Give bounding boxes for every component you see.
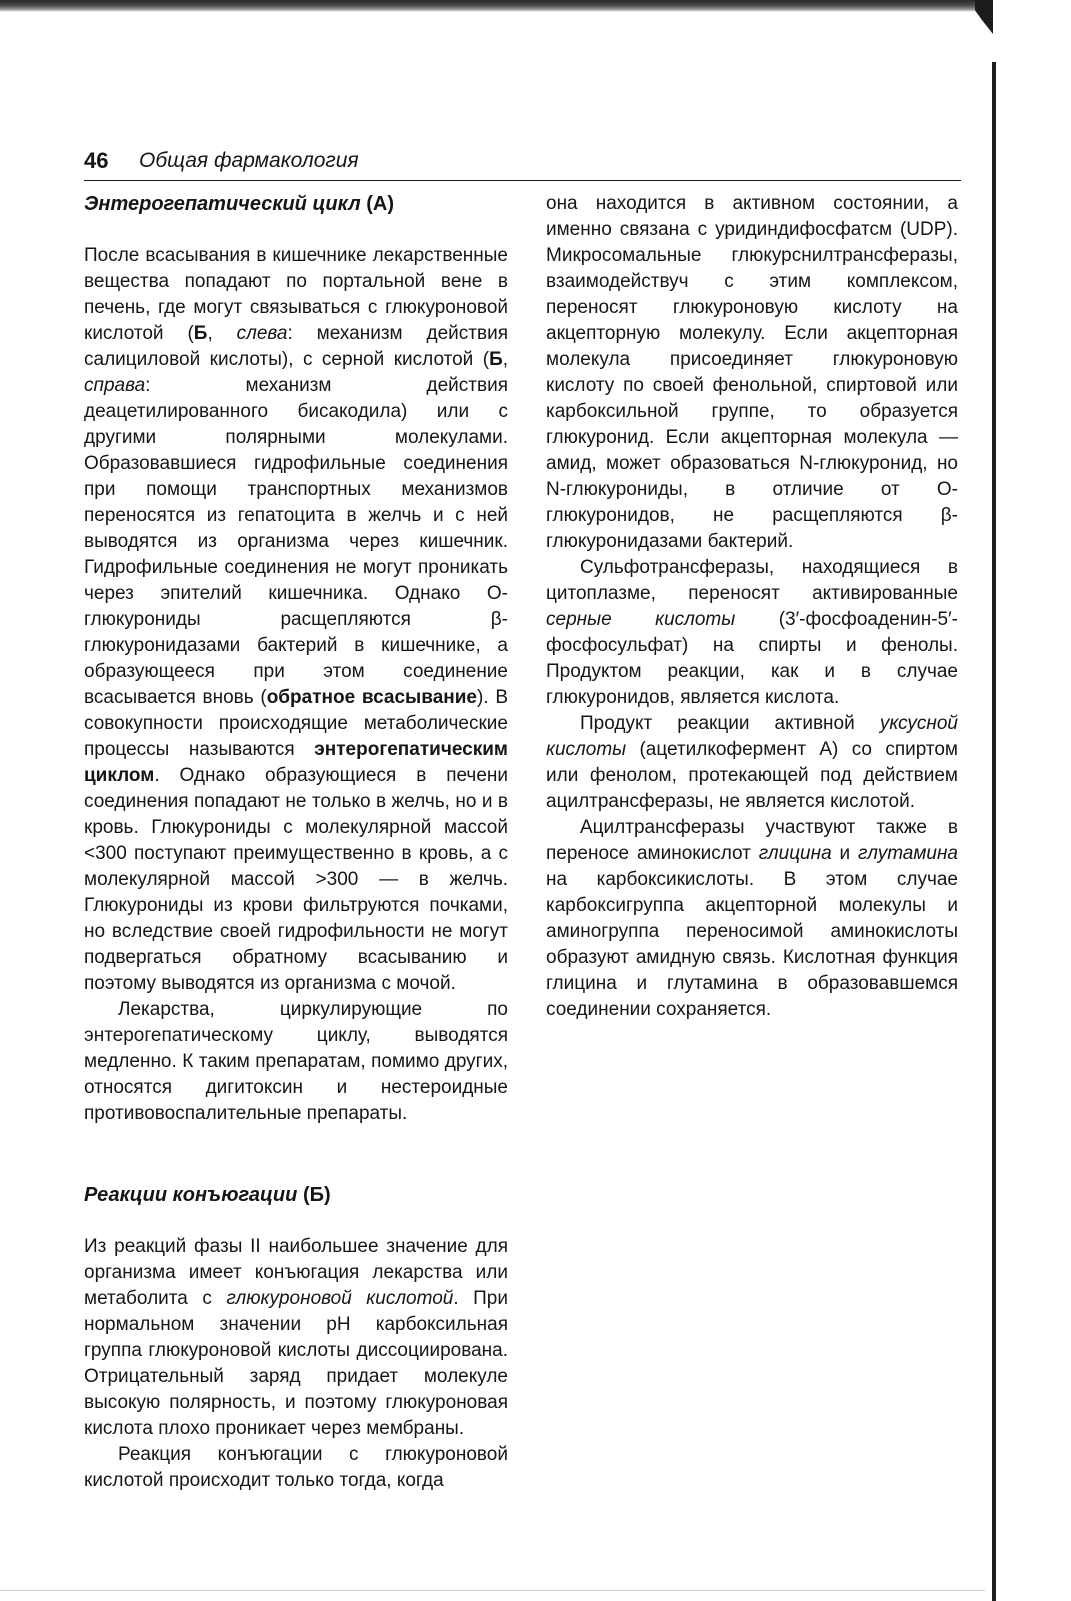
term-bold: энтерогепатическим циклом xyxy=(84,739,508,786)
section-heading-text: Энтерогепатический цикл xyxy=(84,193,361,215)
paragraph: Лекарства, циркулирующие по энтерогепатическому циклу, выводятся медленно. К таким препаратам, помимо других, относятся дигитоксин и нестероидные противовоспалительные препараты. xyxy=(84,999,508,1124)
paragraph xyxy=(546,555,958,711)
text-run: Из реакций фазы II наибольшее значение для организма имеет конъюгация лекарства или метаболита с xyxy=(84,1236,508,1309)
figure-ref: Б xyxy=(193,323,208,344)
emphasis: глутамина xyxy=(858,843,958,864)
text-run: , xyxy=(502,349,508,370)
section-heading-mark: (Б) xyxy=(302,1184,331,1206)
emphasis: глюкуроновой кислотой xyxy=(226,1288,454,1309)
text-run: : механизм действия деацетилированного бисакодила) или с другими полярными молекулами. Образовавшиеся гидрофильные соединения при помощи транспортных механизмов переносятся из гепатоцита в желчь и с ней выводятся из организма через кишечник. Гидрофильные соединения не могут проникать через эпителий кишечника. Однако О-глюкурониды расщепляются β-глюкуронидазами бактерий в кишечнике, а образующееся при этом соединение всасывается вновь ( xyxy=(84,375,508,708)
text-run: и xyxy=(831,843,859,864)
text-run: . Однако образующиеся в печени соединения попадают не только в желчь, но и в кровь. Глюкурониды с молекулярной массой <300 поступают преимущественно в кровь, а с молекулярной массой >300 — в желчь. Глюкурониды из крови фильтруются почками, но вследствие своей гидрофильности не могут подвергаться обратному всасыванию и поэтому выводятся из организма с мочой. xyxy=(84,765,508,994)
right-column xyxy=(546,191,958,1023)
text-run: После всасывания в кишечнике лекарственные вещества попадают по портальной вене в печень, где могут связываться с глюкуроновой кислотой ( xyxy=(84,245,508,344)
page-header xyxy=(84,148,961,181)
section-heading-mark: (A) xyxy=(366,193,394,215)
emphasis: уксусной кислоты xyxy=(546,713,958,760)
text-run: на карбоксикислоты. В этом случае карбоксигруппа акцепторной молекулы и аминогруппа переносимой аминокислоты образуют амидную связь. Кислотная функция глицина и глутамина в образовавшемся соединении сохраняется. xyxy=(546,869,958,1020)
text-run: (ацетилкофермент А) со спиртом или фенолом, протекающей под действием ацилтрансферазы, не является кислотой. xyxy=(546,739,958,812)
text-run: ). В совокупности происходящие метаболические процессы называются xyxy=(84,687,509,760)
text-run: : механизм действия салициловой кислоты), с серной кислотой ( xyxy=(84,323,508,370)
left-column-top xyxy=(84,191,508,1127)
text-run: Ацилтрансферазы участвуют также в переносе аминокислот xyxy=(546,817,958,864)
text-run: Продукт реакции активной xyxy=(580,713,880,734)
paragraph: она находится в активном состоянии, а именно связана с уридиндифосфатсм (UDP). Микросомальные глюкурснилтрансферазы, взаимодействуч с этим комплексом, переносят глюкуроновую кислоту на акцепторную молекулу. Если акцепторная молекула присоединяет глюкуроновую кислоту по своей фенольной, спиртовой или карбоксильной группе, то образуется глюкуронид. Если акцепторная молекула — амид, может образоваться N-глюкуронид, но N-глюкурониды, в отличие от О-глюкуронидов, не расщепляются β-глюкуронидазами бактерий. xyxy=(546,193,958,552)
emphasis: глицина xyxy=(758,843,832,864)
term-bold: обратное всасывание xyxy=(266,687,477,708)
left-column-bottom xyxy=(84,1182,508,1494)
text-run: . При нормальном значении pH карбоксильная группа глюкуроновой кислоты диссоциирована. Отрицательный заряд придает молекуле высокую полярность, и поэтому глюкуроновая кислота плохо проникает через мембраны. xyxy=(84,1288,508,1439)
paragraph xyxy=(84,243,508,997)
scan-edge-bottom xyxy=(0,1590,985,1591)
text-run: Сульфотрансферазы, находящиеся в цитоплазме, переносят активированные xyxy=(546,557,958,604)
section-heading-text: Реакции конъюгации xyxy=(84,1184,298,1206)
section-heading-enterohepatic xyxy=(84,191,508,217)
text-run: (3′-фосфоаденин-5′-фосфосульфат) на спирты и фенолы. Продуктом реакции, как и в случае глюкуронидов, является кислота. xyxy=(546,609,958,708)
page-number: 46 xyxy=(84,148,109,173)
running-title: Общая фармакология xyxy=(139,149,359,172)
paragraph: Реакция конъюгации с глюкуроновой кислотой происходит только тогда, когда xyxy=(84,1444,508,1491)
paragraph xyxy=(546,815,958,1023)
paragraph xyxy=(546,711,958,815)
scan-edge-top xyxy=(0,0,985,12)
emphasis: слева xyxy=(236,323,288,344)
scan-edge-right xyxy=(992,62,996,1601)
emphasis: справа xyxy=(84,375,146,396)
emphasis: серные кислоты xyxy=(546,609,736,630)
figure-ref: Б xyxy=(489,349,503,370)
section-heading-conjugation xyxy=(84,1182,508,1208)
text-run: , xyxy=(207,323,237,344)
paragraph xyxy=(84,1234,508,1442)
